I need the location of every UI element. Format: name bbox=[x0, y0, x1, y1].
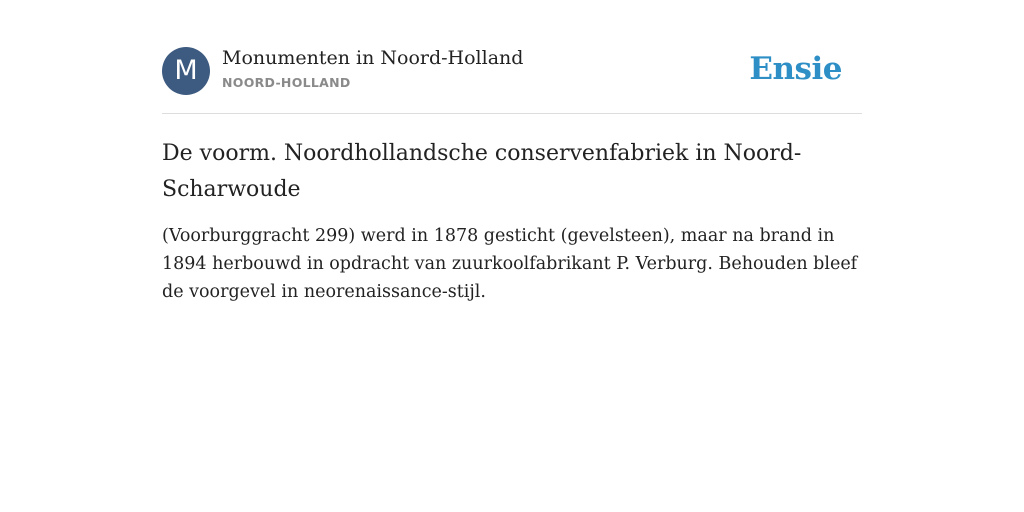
content-card bbox=[162, 46, 862, 306]
source-header bbox=[162, 46, 862, 114]
article-body: (Voorburggracht 299) werd in 1878 gesticht (gevelsteen), maar na brand in 1894 herbouwd in opdracht van zuurkoolfabrikant P. Verburg. Behouden bleef de voorgevel in neorenaissance-stijl. bbox=[162, 226, 858, 302]
source-avatar[interactable]: M bbox=[162, 47, 210, 95]
source-title[interactable]: Monumenten in Noord-Holland bbox=[222, 47, 524, 69]
source-subtitle: NOORD-HOLLAND bbox=[222, 75, 351, 90]
brand-logo[interactable]: Ensie bbox=[749, 51, 842, 87]
article-title: De voorm. Noordhollandsche conservenfabriek in Noord-Scharwoude bbox=[162, 141, 802, 202]
